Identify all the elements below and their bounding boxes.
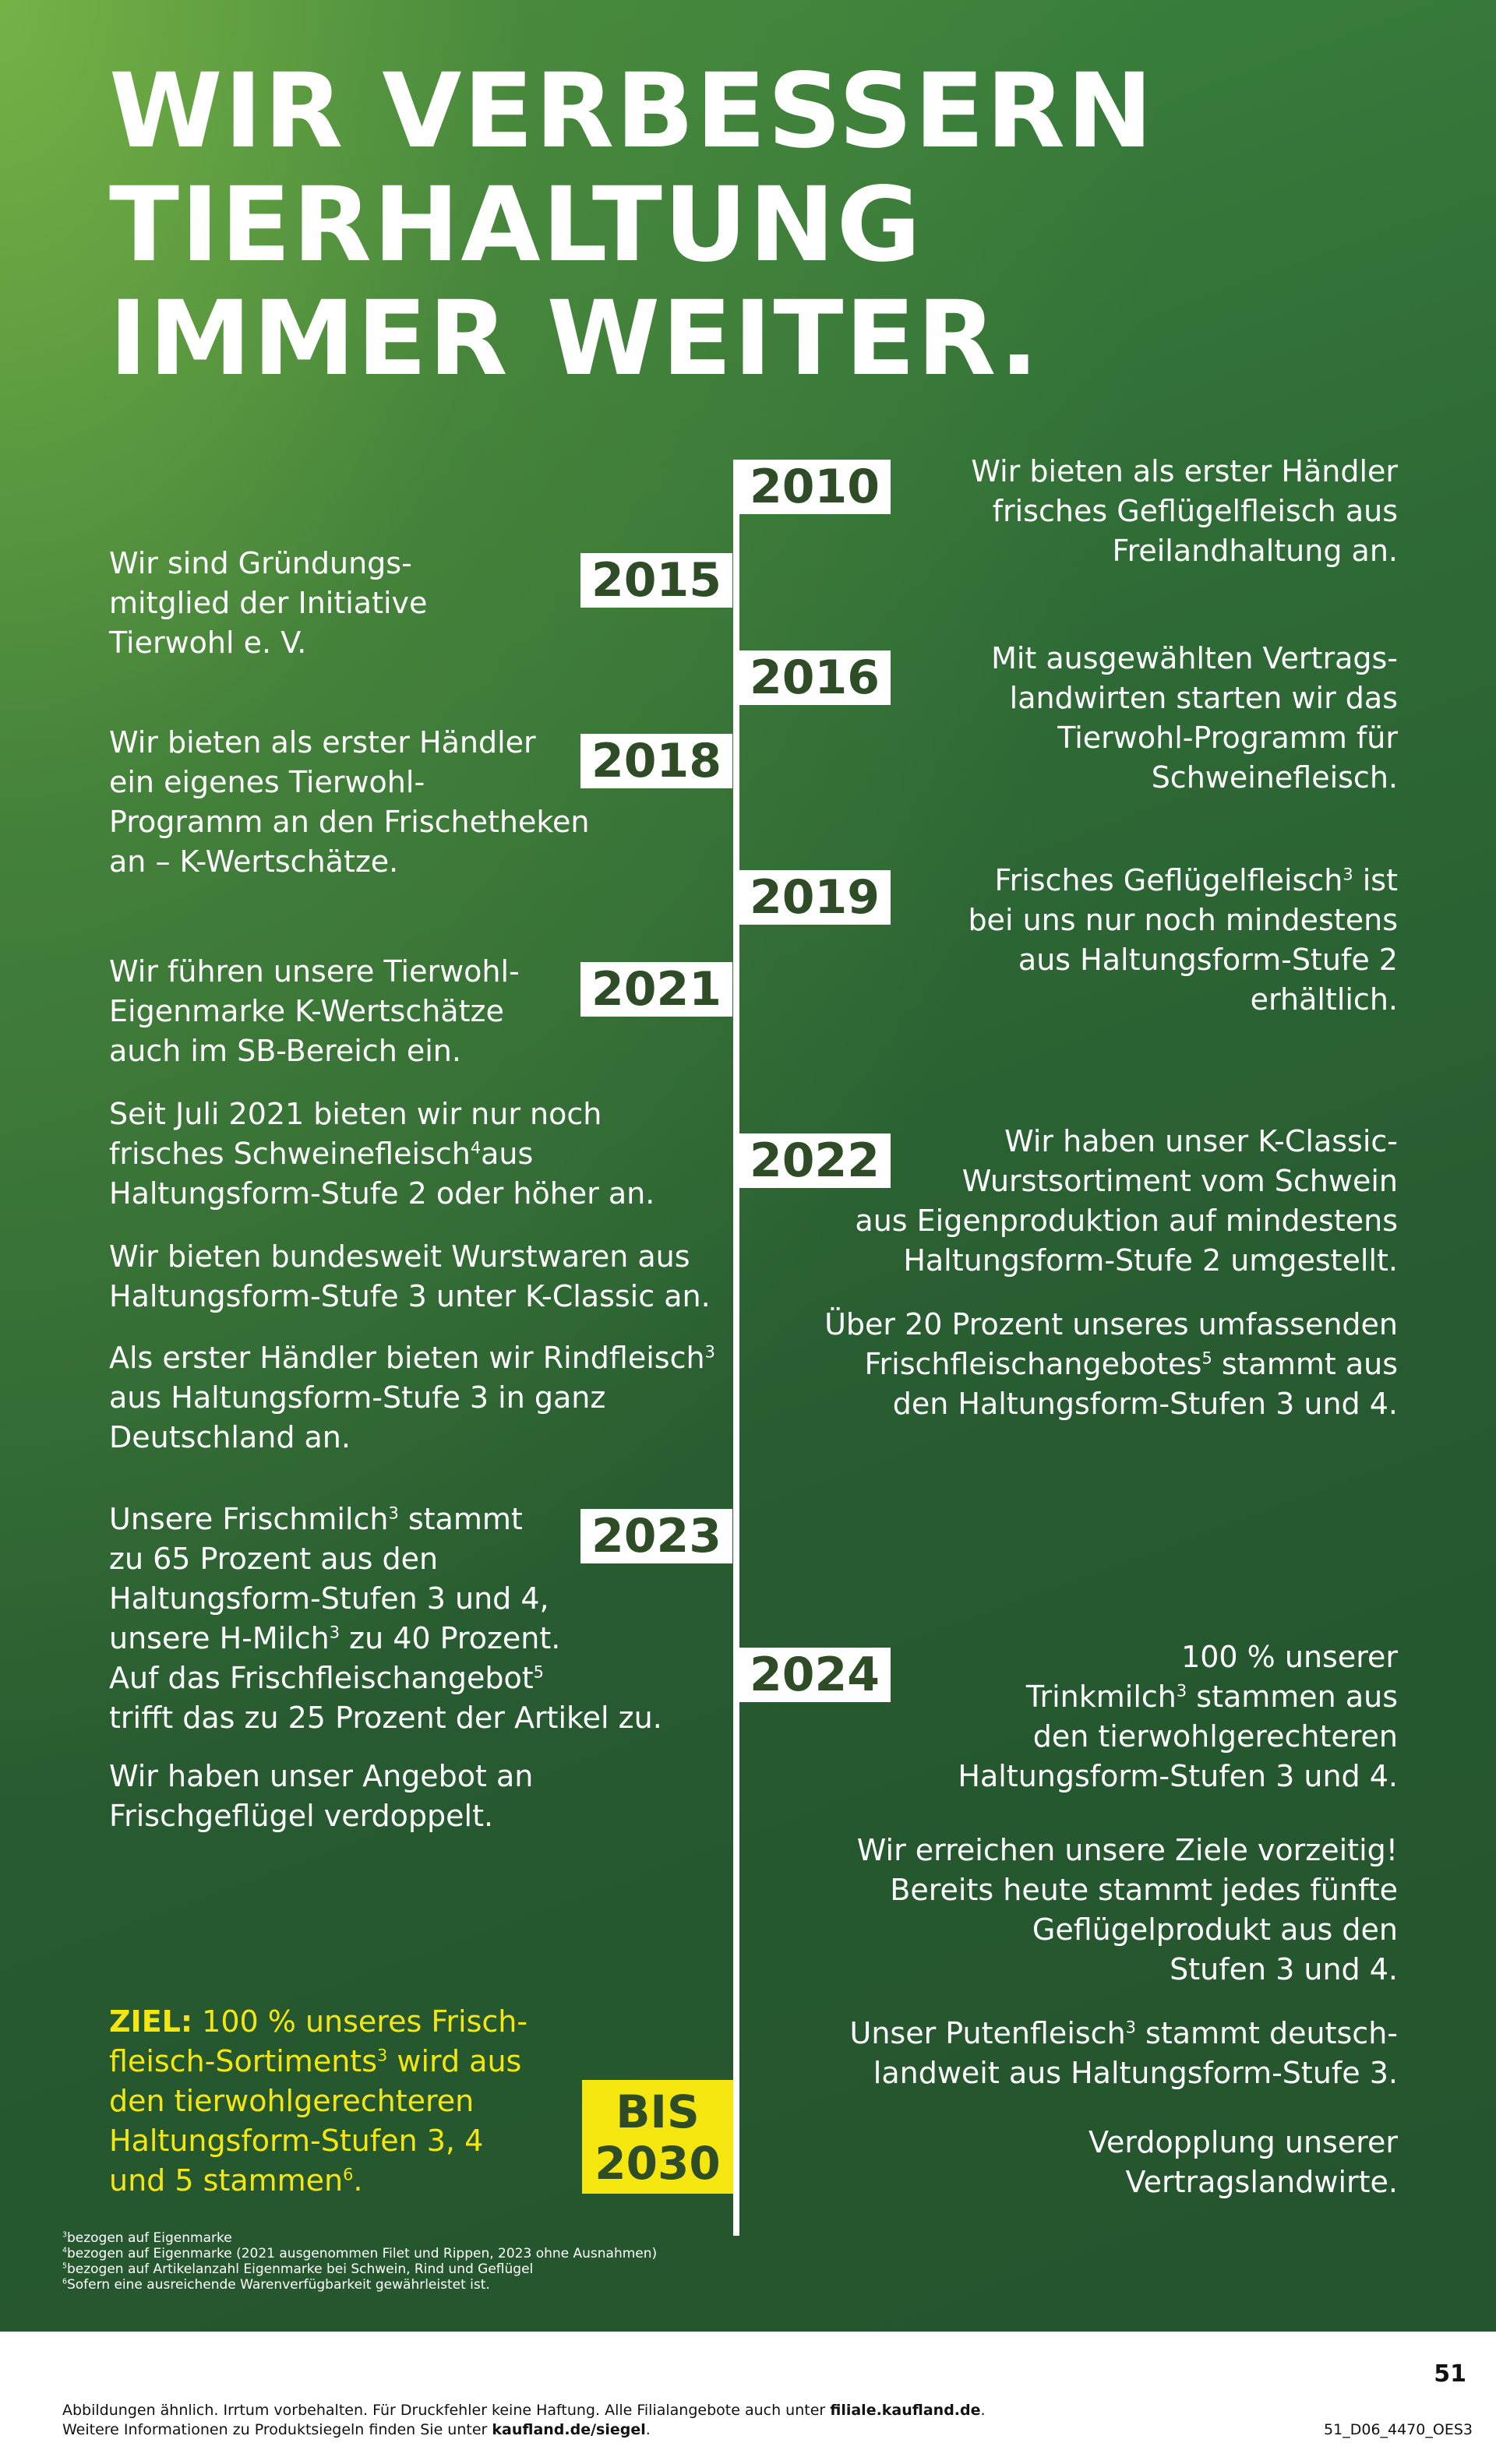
headline-line-1: WIR VERBESSERN bbox=[109, 51, 1155, 171]
text-line bbox=[109, 1659, 662, 1698]
disclaimer-line-2 bbox=[62, 2420, 986, 2440]
text-line: Vertragslandwirte. bbox=[1125, 2165, 1398, 2199]
text-line bbox=[850, 2014, 1398, 2053]
year-label-2023: 2023 bbox=[580, 1509, 732, 1563]
text-line: den tierwohlgerechteren bbox=[1032, 1719, 1398, 1754]
text-line: aus Haltungsform-Stufe 2 bbox=[1018, 943, 1398, 977]
text-segment: unsere H-Milch bbox=[109, 1621, 330, 1655]
footnote-text: bezogen auf Eigenmarke (2021 ausgenommen Filet und Rippen, 2023 ohne Ausnahmen) bbox=[66, 2246, 658, 2261]
text-line: bei uns nur noch mindestens bbox=[968, 903, 1398, 937]
text-segment: . bbox=[645, 2421, 651, 2438]
text-2024-b bbox=[857, 1831, 1398, 1990]
text-line bbox=[109, 2002, 527, 2042]
text-2023 bbox=[109, 1500, 662, 1738]
text-segment: Als erster Händler bieten wir Rindfleisch bbox=[109, 1341, 705, 1375]
text-line: Frischgeflügel verdoppelt. bbox=[109, 1799, 494, 1833]
text-segment: wird aus bbox=[387, 2044, 522, 2078]
goal-label: ZIEL: bbox=[109, 2004, 193, 2039]
text-line: Deutschland an. bbox=[109, 1420, 351, 1454]
text-segment: stammen aus bbox=[1187, 1680, 1398, 1714]
text-line bbox=[109, 2161, 527, 2201]
text-2023-b bbox=[109, 1757, 533, 1836]
text-line: Wurstsortiment vom Schwein bbox=[961, 1164, 1398, 1198]
headline-line-3: IMMER WEITER. bbox=[109, 279, 1040, 399]
text-line: Tierwohl e. V. bbox=[109, 626, 307, 660]
text-2024-c bbox=[850, 2014, 1398, 2093]
text-line: Wir bieten als erster Händler bbox=[971, 454, 1398, 488]
text-line: auch im SB-Bereich ein. bbox=[109, 1034, 461, 1068]
text-2015 bbox=[109, 544, 427, 663]
text-segment: Unser Putenfleisch bbox=[849, 2016, 1126, 2050]
text-line: Geflügelprodukt aus den bbox=[1032, 1912, 1398, 1947]
text-line: Haltungsform-Stufen 3 und 4, bbox=[109, 1581, 549, 1616]
text-line: ein eigenes Tierwohl- bbox=[109, 765, 425, 799]
text-line: Wir erreichen unsere Ziele vorzeitig! bbox=[856, 1833, 1398, 1867]
year-label-2010: 2010 bbox=[739, 460, 891, 514]
year-label-2024: 2024 bbox=[739, 1648, 891, 1702]
footnote-text: bezogen auf Eigenmarke bbox=[66, 2230, 232, 2246]
text-line: Bereits heute stammt jedes fünfte bbox=[890, 1873, 1398, 1907]
goal-badge-line-2: 2030 bbox=[595, 2137, 721, 2190]
text-line: Wir bieten bundesweit Wurstwaren aus bbox=[109, 1239, 690, 1274]
text-2018 bbox=[109, 723, 589, 882]
text-line: Haltungsform-Stufen 3, 4 bbox=[109, 2124, 484, 2158]
footnote bbox=[62, 2277, 657, 2293]
footnote-ref: 3 bbox=[1176, 1681, 1187, 1701]
text-line: Seit Juli 2021 bieten wir nur noch bbox=[109, 1097, 602, 1131]
footnote bbox=[62, 2230, 657, 2246]
footnote-ref: 5 bbox=[533, 1662, 544, 1682]
text-line: den Haltungsform-Stufen 3 und 4. bbox=[892, 1387, 1398, 1421]
footnote-number: 5 bbox=[62, 2261, 67, 2271]
text-2022 bbox=[855, 1122, 1398, 1281]
footnotes bbox=[62, 2230, 657, 2293]
text-segment: Abbildungen ähnlich. Irrtum vorbehalten. Für Druckfehler keine Haftung. Alle Filialangebote auch unter bbox=[62, 2402, 831, 2419]
text-line: mitglied der Initiative bbox=[109, 586, 428, 620]
text-segment: stammt aus bbox=[1212, 1347, 1398, 1381]
text-line bbox=[968, 861, 1398, 901]
text-segment: frisches Schweinefleisch bbox=[109, 1137, 471, 1171]
footnote-number: 6 bbox=[62, 2277, 67, 2286]
text-line bbox=[958, 1677, 1398, 1717]
text-line: trifft das zu 25 Prozent der Artikel zu. bbox=[109, 1701, 662, 1735]
text-line: Tierwohl-Programm für bbox=[1057, 721, 1398, 755]
text-2021-d bbox=[109, 1338, 715, 1458]
text-line: Freilandhaltung an. bbox=[1112, 534, 1398, 568]
text-line bbox=[109, 1500, 662, 1539]
year-label-2018: 2018 bbox=[580, 734, 732, 788]
text-segment: und 5 stammen bbox=[109, 2163, 344, 2198]
text-line: Wir führen unsere Tierwohl- bbox=[109, 954, 520, 989]
text-2010 bbox=[971, 452, 1398, 571]
text-line: Wir haben unser K-Classic- bbox=[1004, 1124, 1398, 1158]
text-segment: Auf das Frischfleischangebot bbox=[109, 1661, 534, 1695]
year-label-2022: 2022 bbox=[739, 1133, 891, 1188]
text-line: den tierwohlgerechteren bbox=[109, 2084, 475, 2118]
text-line: 100 % unserer bbox=[1181, 1640, 1398, 1674]
text-line bbox=[109, 2042, 527, 2082]
text-2021-c bbox=[109, 1237, 711, 1317]
text-line bbox=[824, 1345, 1398, 1384]
footnote-number: 4 bbox=[62, 2246, 67, 2255]
text-line: an – K-Wertschätze. bbox=[109, 844, 399, 879]
footnote-ref: 4 bbox=[470, 1138, 482, 1158]
footnote-ref: 3 bbox=[329, 1623, 340, 1642]
footnote-ref: 6 bbox=[343, 2165, 354, 2184]
goal-year-badge bbox=[582, 2080, 733, 2194]
text-line: frisches Geflügelfleisch aus bbox=[992, 494, 1398, 528]
text-line: aus Eigenproduktion auf mindestens bbox=[855, 1204, 1398, 1238]
text-segment: stammt deutsch- bbox=[1135, 2016, 1398, 2050]
text-line: Haltungsform-Stufe 2 umgestellt. bbox=[903, 1243, 1398, 1278]
filiale-link[interactable]: filiale.kaufland.de bbox=[830, 2402, 981, 2419]
year-label-2015: 2015 bbox=[580, 553, 732, 608]
text-line: Haltungsform-Stufe 2 oder höher an. bbox=[109, 1176, 655, 1211]
text-2021-b bbox=[109, 1095, 654, 1214]
text-2019 bbox=[968, 861, 1398, 1020]
footnote-text: bezogen auf Artikelanzahl Eigenmarke bei Schwein, Rind und Geflügel bbox=[66, 2261, 534, 2277]
text-segment: aus bbox=[481, 1137, 534, 1171]
text-segment: stammt bbox=[398, 1502, 523, 1536]
text-line: Wir sind Gründungs- bbox=[109, 546, 412, 580]
text-line: aus Haltungsform-Stufe 3 in ganz bbox=[109, 1380, 606, 1415]
text-line: Haltungsform-Stufen 3 und 4. bbox=[958, 1759, 1398, 1793]
text-line: Haltungsform-Stufe 3 unter K-Classic an. bbox=[109, 1279, 711, 1313]
footnote bbox=[62, 2261, 657, 2277]
text-line bbox=[109, 1619, 662, 1659]
text-line: Wir haben unser Angebot an bbox=[109, 1759, 534, 1793]
text-line: Stufen 3 und 4. bbox=[1170, 1952, 1398, 1986]
text-segment: ist bbox=[1353, 863, 1398, 897]
text-line bbox=[109, 1338, 715, 1378]
page-headline bbox=[109, 51, 1155, 399]
text-line: landweit aus Haltungsform-Stufe 3. bbox=[873, 2056, 1398, 2090]
footnote-ref: 3 bbox=[704, 1342, 715, 1362]
year-label-2021: 2021 bbox=[580, 962, 732, 1017]
text-line: erhältlich. bbox=[1250, 982, 1398, 1017]
siegel-link[interactable]: kaufland.de/siegel bbox=[492, 2421, 646, 2438]
text-2021 bbox=[109, 952, 520, 1071]
text-line: Wir bieten als erster Händler bbox=[109, 725, 536, 760]
text-line: Mit ausgewählten Vertrags- bbox=[991, 641, 1398, 675]
text-2016 bbox=[991, 639, 1398, 798]
headline-line-2: TIERHALTUNG bbox=[109, 165, 923, 285]
text-segment: fleisch-Sortiments bbox=[109, 2044, 377, 2078]
disclaimer bbox=[62, 2401, 986, 2440]
text-segment: 100 % unseres Frisch- bbox=[192, 2004, 528, 2039]
text-segment: Weitere Informationen zu Produktsiegeln finden Sie unter bbox=[62, 2421, 492, 2438]
text-segment: Trinkmilch bbox=[1025, 1680, 1177, 1714]
text-line: Über 20 Prozent unseres umfassenden bbox=[824, 1307, 1398, 1341]
text-segment: Frisches Geflügelfleisch bbox=[994, 863, 1343, 897]
year-label-2019: 2019 bbox=[739, 870, 891, 925]
page-number: 51 bbox=[1434, 2360, 1466, 2388]
text-line: Verdopplung unserer bbox=[1088, 2125, 1398, 2159]
text-2024 bbox=[958, 1637, 1398, 1796]
text-segment: Unsere Frischmilch bbox=[109, 1502, 389, 1536]
text-segment: Frischfleischangebotes bbox=[864, 1347, 1202, 1381]
footnote-text: Sofern eine ausreichende Warenverfügbarkeit gewährleistet ist. bbox=[66, 2277, 490, 2293]
text-segment: . bbox=[353, 2163, 363, 2198]
footnote-ref: 5 bbox=[1201, 1348, 1212, 1368]
text-segment: zu 40 Prozent. bbox=[340, 1621, 561, 1655]
footnote-ref: 3 bbox=[1343, 865, 1353, 884]
disclaimer-line-1 bbox=[62, 2401, 986, 2420]
goal-badge-line-1: BIS bbox=[616, 2085, 700, 2138]
footnote-ref: 3 bbox=[1125, 2018, 1136, 2037]
text-line: landwirten starten wir das bbox=[1009, 681, 1398, 715]
text-line: Programm an den Frischetheken bbox=[109, 805, 590, 839]
text-line: zu 65 Prozent aus den bbox=[109, 1542, 439, 1576]
footnote-number: 3 bbox=[62, 2230, 67, 2240]
goal-text bbox=[109, 2002, 527, 2201]
footnote-ref: 3 bbox=[388, 1503, 399, 1523]
footnote bbox=[62, 2246, 657, 2261]
footnote-ref: 3 bbox=[377, 2046, 388, 2065]
text-line: Eigenmarke K-Wertschätze bbox=[109, 994, 504, 1028]
text-2024-d bbox=[1088, 2123, 1398, 2202]
text-line bbox=[109, 1134, 654, 1174]
text-2022-b bbox=[824, 1305, 1398, 1424]
text-segment: . bbox=[980, 2402, 986, 2419]
timeline-line bbox=[733, 460, 739, 2236]
year-label-2016: 2016 bbox=[739, 650, 891, 705]
text-line: Schweinefleisch. bbox=[1151, 760, 1398, 795]
print-code: 51_D06_4470_OES3 bbox=[1324, 2421, 1473, 2438]
